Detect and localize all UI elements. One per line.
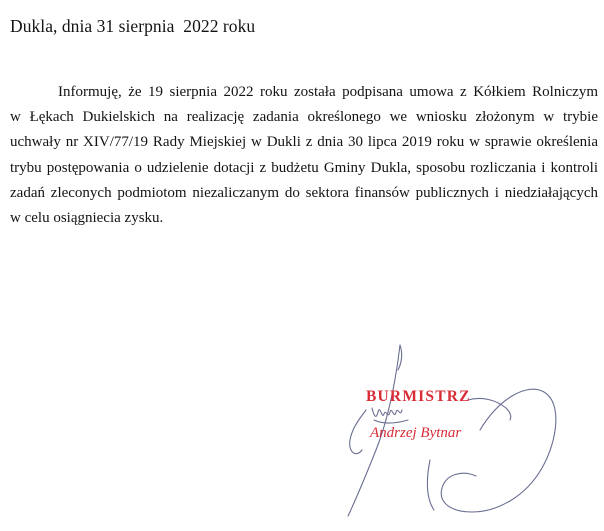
- stamp-name: Andrzej Bytnar: [370, 425, 462, 441]
- date-line: Dukla, dnia 31 sierpnia 2022 roku: [10, 16, 256, 36]
- paragraph-line-2: w Łękach Dukielskich na realizację zadania określonego we wniosku złożonym w trybie: [10, 109, 598, 126]
- paragraph-line-5: zadań zleconych podmiotom niezaliczanym do sektora finansów publicznych i niedziałających: [10, 184, 598, 201]
- paragraph-line-4: trybu postępowania o udzielenie dotacji z budżetu Gminy Dukla, sposobu rozliczania i kontroli: [10, 159, 598, 176]
- paragraph-line-1: Informuję, że 19 sierpnia 2022 roku została podpisana umowa z Kółkiem Rolniczym: [58, 84, 598, 100]
- stamp-title: BURMISTRZ: [366, 388, 471, 405]
- announcement-paragraph: [10, 80, 598, 231]
- paragraph-line-6: w celu osiągniecia zysku.: [10, 209, 164, 226]
- signature-block: [330, 340, 580, 520]
- paragraph-line-3: uchwały nr XIV/77/19 Rady Miejskiej w Dukli z dnia 30 lipca 2019 roku w sprawie określenia: [10, 134, 598, 151]
